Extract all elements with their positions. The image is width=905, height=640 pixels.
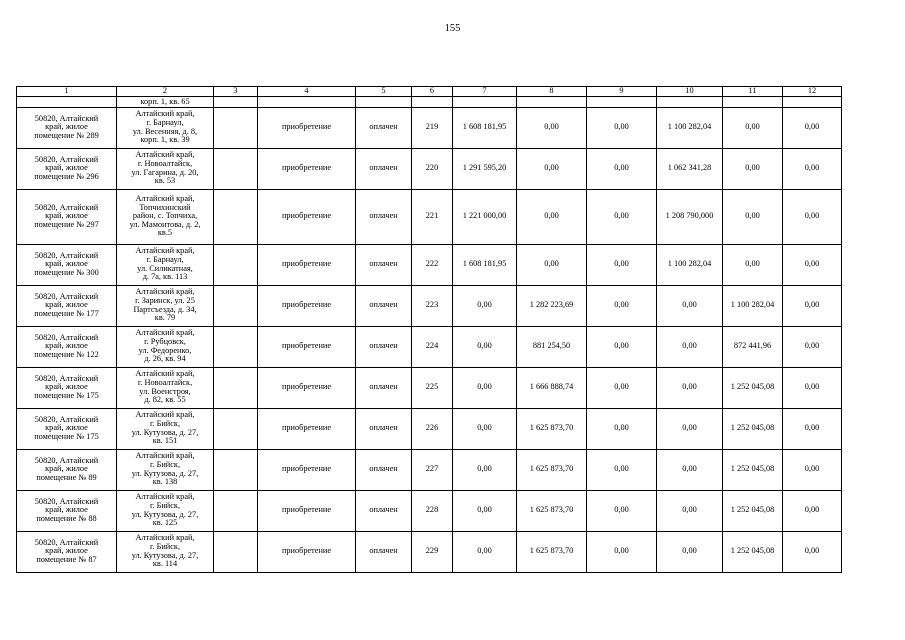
amount-col12: 0,00: [783, 326, 842, 367]
amount-col7: 0,00: [453, 367, 517, 408]
amount-col9: 0,00: [587, 367, 657, 408]
table-body: [17, 87, 842, 573]
column-header-3: 3: [214, 87, 258, 97]
table-row: [17, 408, 842, 449]
table-row: [17, 531, 842, 572]
object-address: Алтайский край, г. Бийск, ул. Кутузова, д. 27, кв. 114: [117, 531, 214, 572]
column-header-6: 6: [412, 87, 453, 97]
payment-status: оплачен: [356, 285, 412, 326]
amount-col11: 0,00: [723, 107, 783, 148]
amount-col9: 0,00: [587, 408, 657, 449]
record-number: 221: [412, 189, 453, 244]
record-number: 226: [412, 408, 453, 449]
amount-col12: 0,00: [783, 449, 842, 490]
acquisition-method: приобретение: [258, 367, 356, 408]
amount-col11: 1 252 045,08: [723, 449, 783, 490]
continuation-row: [17, 96, 842, 107]
cell-empty: [517, 96, 587, 107]
amount-col9: 0,00: [587, 244, 657, 285]
amount-col8: 881 254,50: [517, 326, 587, 367]
amount-col9: 0,00: [587, 531, 657, 572]
amount-col11: 1 252 045,08: [723, 531, 783, 572]
amount-col7: 0,00: [453, 408, 517, 449]
amount-col12: 0,00: [783, 244, 842, 285]
amount-col12: 0,00: [783, 285, 842, 326]
amount-col10: 0,00: [657, 408, 723, 449]
amount-col7: 1 608 181,95: [453, 107, 517, 148]
payment-status: оплачен: [356, 531, 412, 572]
amount-col11: 0,00: [723, 244, 783, 285]
object-name: 50820, Алтайский край, жилое помещение № 175: [17, 408, 117, 449]
amount-col11: 1 252 045,08: [723, 490, 783, 531]
cell-empty: [657, 96, 723, 107]
amount-col9: 0,00: [587, 189, 657, 244]
payment-status: оплачен: [356, 326, 412, 367]
page-number: 155: [444, 23, 461, 34]
amount-col11: 1 252 045,08: [723, 367, 783, 408]
amount-col9: 0,00: [587, 449, 657, 490]
column-header-5: 5: [356, 87, 412, 97]
column-header-11: 11: [723, 87, 783, 97]
amount-col10: 0,00: [657, 449, 723, 490]
amount-col12: 0,00: [783, 408, 842, 449]
object-name: 50820, Алтайский край, жилое помещение № 87: [17, 531, 117, 572]
cell-col3: [214, 449, 258, 490]
record-number: 220: [412, 148, 453, 189]
acquisition-method: приобретение: [258, 148, 356, 189]
column-header-9: 9: [587, 87, 657, 97]
amount-col9: 0,00: [587, 107, 657, 148]
table-row: [17, 148, 842, 189]
table-row: [17, 107, 842, 148]
acquisition-method: приобретение: [258, 189, 356, 244]
amount-col8: 1 666 888,74: [517, 367, 587, 408]
amount-col11: 0,00: [723, 189, 783, 244]
object-name: 50820, Алтайский край, жилое помещение № 296: [17, 148, 117, 189]
cell-col3: [214, 408, 258, 449]
amount-col7: 1 291 595,20: [453, 148, 517, 189]
object-address: Алтайский край, Топчихинский район, с. Топчиха, ул. Мамонтова, д. 2, кв.5: [117, 189, 214, 244]
cell-col3: [214, 107, 258, 148]
amount-col8: 0,00: [517, 189, 587, 244]
amount-col7: 1 221 000,00: [453, 189, 517, 244]
acquisition-method: приобретение: [258, 107, 356, 148]
record-number: 227: [412, 449, 453, 490]
amount-col9: 0,00: [587, 490, 657, 531]
cell-empty: [412, 96, 453, 107]
acquisition-method: приобретение: [258, 326, 356, 367]
object-name: 50820, Алтайский край, жилое помещение № 89: [17, 449, 117, 490]
table-row: [17, 189, 842, 244]
cell-empty: [214, 96, 258, 107]
amount-col10: 1 062 341,28: [657, 148, 723, 189]
payment-status: оплачен: [356, 367, 412, 408]
cell-col3: [214, 148, 258, 189]
amount-col12: 0,00: [783, 189, 842, 244]
acquisition-method: приобретение: [258, 449, 356, 490]
amount-col9: 0,00: [587, 148, 657, 189]
amount-col8: 0,00: [517, 107, 587, 148]
amount-col11: 872 441,96: [723, 326, 783, 367]
cell-empty: [587, 96, 657, 107]
amount-col7: 0,00: [453, 285, 517, 326]
object-address: Алтайский край, г. Бийск, ул. Кутузова, д. 27, кв. 138: [117, 449, 214, 490]
column-header-7: 7: [453, 87, 517, 97]
table-row: [17, 449, 842, 490]
acquisition-method: приобретение: [258, 408, 356, 449]
amount-col10: 0,00: [657, 531, 723, 572]
payment-status: оплачен: [356, 107, 412, 148]
object-address: Алтайский край, г. Новоалтайск, ул. Военстроя, д. 82, кв. 55: [117, 367, 214, 408]
table-row: [17, 285, 842, 326]
record-number: 222: [412, 244, 453, 285]
amount-col10: 1 100 282,04: [657, 107, 723, 148]
cell-col3: [214, 285, 258, 326]
object-address: Алтайский край, г. Барнаул, ул. Силикатная, д. 7а, кв. 113: [117, 244, 214, 285]
amount-col8: 0,00: [517, 244, 587, 285]
table-row: [17, 367, 842, 408]
amount-col12: 0,00: [783, 107, 842, 148]
cell-col3: [214, 189, 258, 244]
object-address: Алтайский край, г. Бийск, ул. Кутузова, д. 27, кв. 151: [117, 408, 214, 449]
column-header-8: 8: [517, 87, 587, 97]
amount-col7: 0,00: [453, 326, 517, 367]
cell-empty: [17, 96, 117, 107]
object-name: 50820, Алтайский край, жилое помещение № 177: [17, 285, 117, 326]
record-number: 224: [412, 326, 453, 367]
record-number: 225: [412, 367, 453, 408]
amount-col8: 0,00: [517, 148, 587, 189]
table-row: [17, 326, 842, 367]
property-table: [16, 86, 842, 573]
amount-col8: 1 625 873,70: [517, 490, 587, 531]
cell-empty: [258, 96, 356, 107]
amount-col12: 0,00: [783, 148, 842, 189]
payment-status: оплачен: [356, 490, 412, 531]
amount-col11: 1 252 045,08: [723, 408, 783, 449]
table-row: [17, 244, 842, 285]
amount-col8: 1 625 873,70: [517, 449, 587, 490]
table-row: [17, 490, 842, 531]
record-number: 223: [412, 285, 453, 326]
amount-col11: 1 100 282,04: [723, 285, 783, 326]
continuation-address: корп. 1, кв. 65: [117, 96, 214, 107]
cell-col3: [214, 490, 258, 531]
cell-col3: [214, 531, 258, 572]
cell-col3: [214, 367, 258, 408]
amount-col8: 1 625 873,70: [517, 408, 587, 449]
cell-col3: [214, 244, 258, 285]
column-header-10: 10: [657, 87, 723, 97]
amount-col7: 0,00: [453, 449, 517, 490]
column-header-2: 2: [117, 87, 214, 97]
amount-col12: 0,00: [783, 367, 842, 408]
amount-col10: 1 100 282,04: [657, 244, 723, 285]
amount-col12: 0,00: [783, 531, 842, 572]
object-name: 50820, Алтайский край, жилое помещение № 88: [17, 490, 117, 531]
amount-col8: 1 625 873,70: [517, 531, 587, 572]
record-number: 229: [412, 531, 453, 572]
amount-col10: 1 208 790,000: [657, 189, 723, 244]
object-name: 50820, Алтайский край, жилое помещение № 289: [17, 107, 117, 148]
payment-status: оплачен: [356, 449, 412, 490]
object-address: Алтайский край, г. Заринск, ул. 25 Партсъезда, д. 34, кв. 79: [117, 285, 214, 326]
payment-status: оплачен: [356, 148, 412, 189]
amount-col7: 1 608 181,95: [453, 244, 517, 285]
object-address: Алтайский край, г. Новоалтайск, ул. Гагарина, д. 20, кв. 53: [117, 148, 214, 189]
object-name: 50820, Алтайский край, жилое помещение № 297: [17, 189, 117, 244]
amount-col10: 0,00: [657, 285, 723, 326]
amount-col10: 0,00: [657, 367, 723, 408]
amount-col10: 0,00: [657, 326, 723, 367]
amount-col7: 0,00: [453, 490, 517, 531]
object-name: 50820, Алтайский край, жилое помещение № 300: [17, 244, 117, 285]
acquisition-method: приобретение: [258, 244, 356, 285]
amount-col7: 0,00: [453, 531, 517, 572]
object-name: 50820, Алтайский край, жилое помещение № 175: [17, 367, 117, 408]
amount-col8: 1 282 223,69: [517, 285, 587, 326]
amount-col12: 0,00: [783, 490, 842, 531]
record-number: 219: [412, 107, 453, 148]
column-header-12: 12: [783, 87, 842, 97]
amount-col10: 0,00: [657, 490, 723, 531]
record-number: 228: [412, 490, 453, 531]
acquisition-method: приобретение: [258, 490, 356, 531]
object-address: Алтайский край, г. Барнаул, ул. Весенняя, д. 8, корп. 1, кв. 39: [117, 107, 214, 148]
amount-col9: 0,00: [587, 285, 657, 326]
column-header-1: 1: [17, 87, 117, 97]
amount-col11: 0,00: [723, 148, 783, 189]
column-header-4: 4: [258, 87, 356, 97]
payment-status: оплачен: [356, 189, 412, 244]
acquisition-method: приобретение: [258, 285, 356, 326]
cell-empty: [783, 96, 842, 107]
amount-col9: 0,00: [587, 326, 657, 367]
acquisition-method: приобретение: [258, 531, 356, 572]
object-address: Алтайский край, г. Рубцовск, ул. Федоренко, д. 26, кв. 94: [117, 326, 214, 367]
payment-status: оплачен: [356, 408, 412, 449]
object-address: Алтайский край, г. Бийск, ул. Кутузова, д. 27, кв. 125: [117, 490, 214, 531]
payment-status: оплачен: [356, 244, 412, 285]
cell-empty: [723, 96, 783, 107]
cell-empty: [356, 96, 412, 107]
cell-col3: [214, 326, 258, 367]
object-name: 50820, Алтайский край, жилое помещение № 122: [17, 326, 117, 367]
cell-empty: [453, 96, 517, 107]
column-number-row: [17, 87, 842, 97]
